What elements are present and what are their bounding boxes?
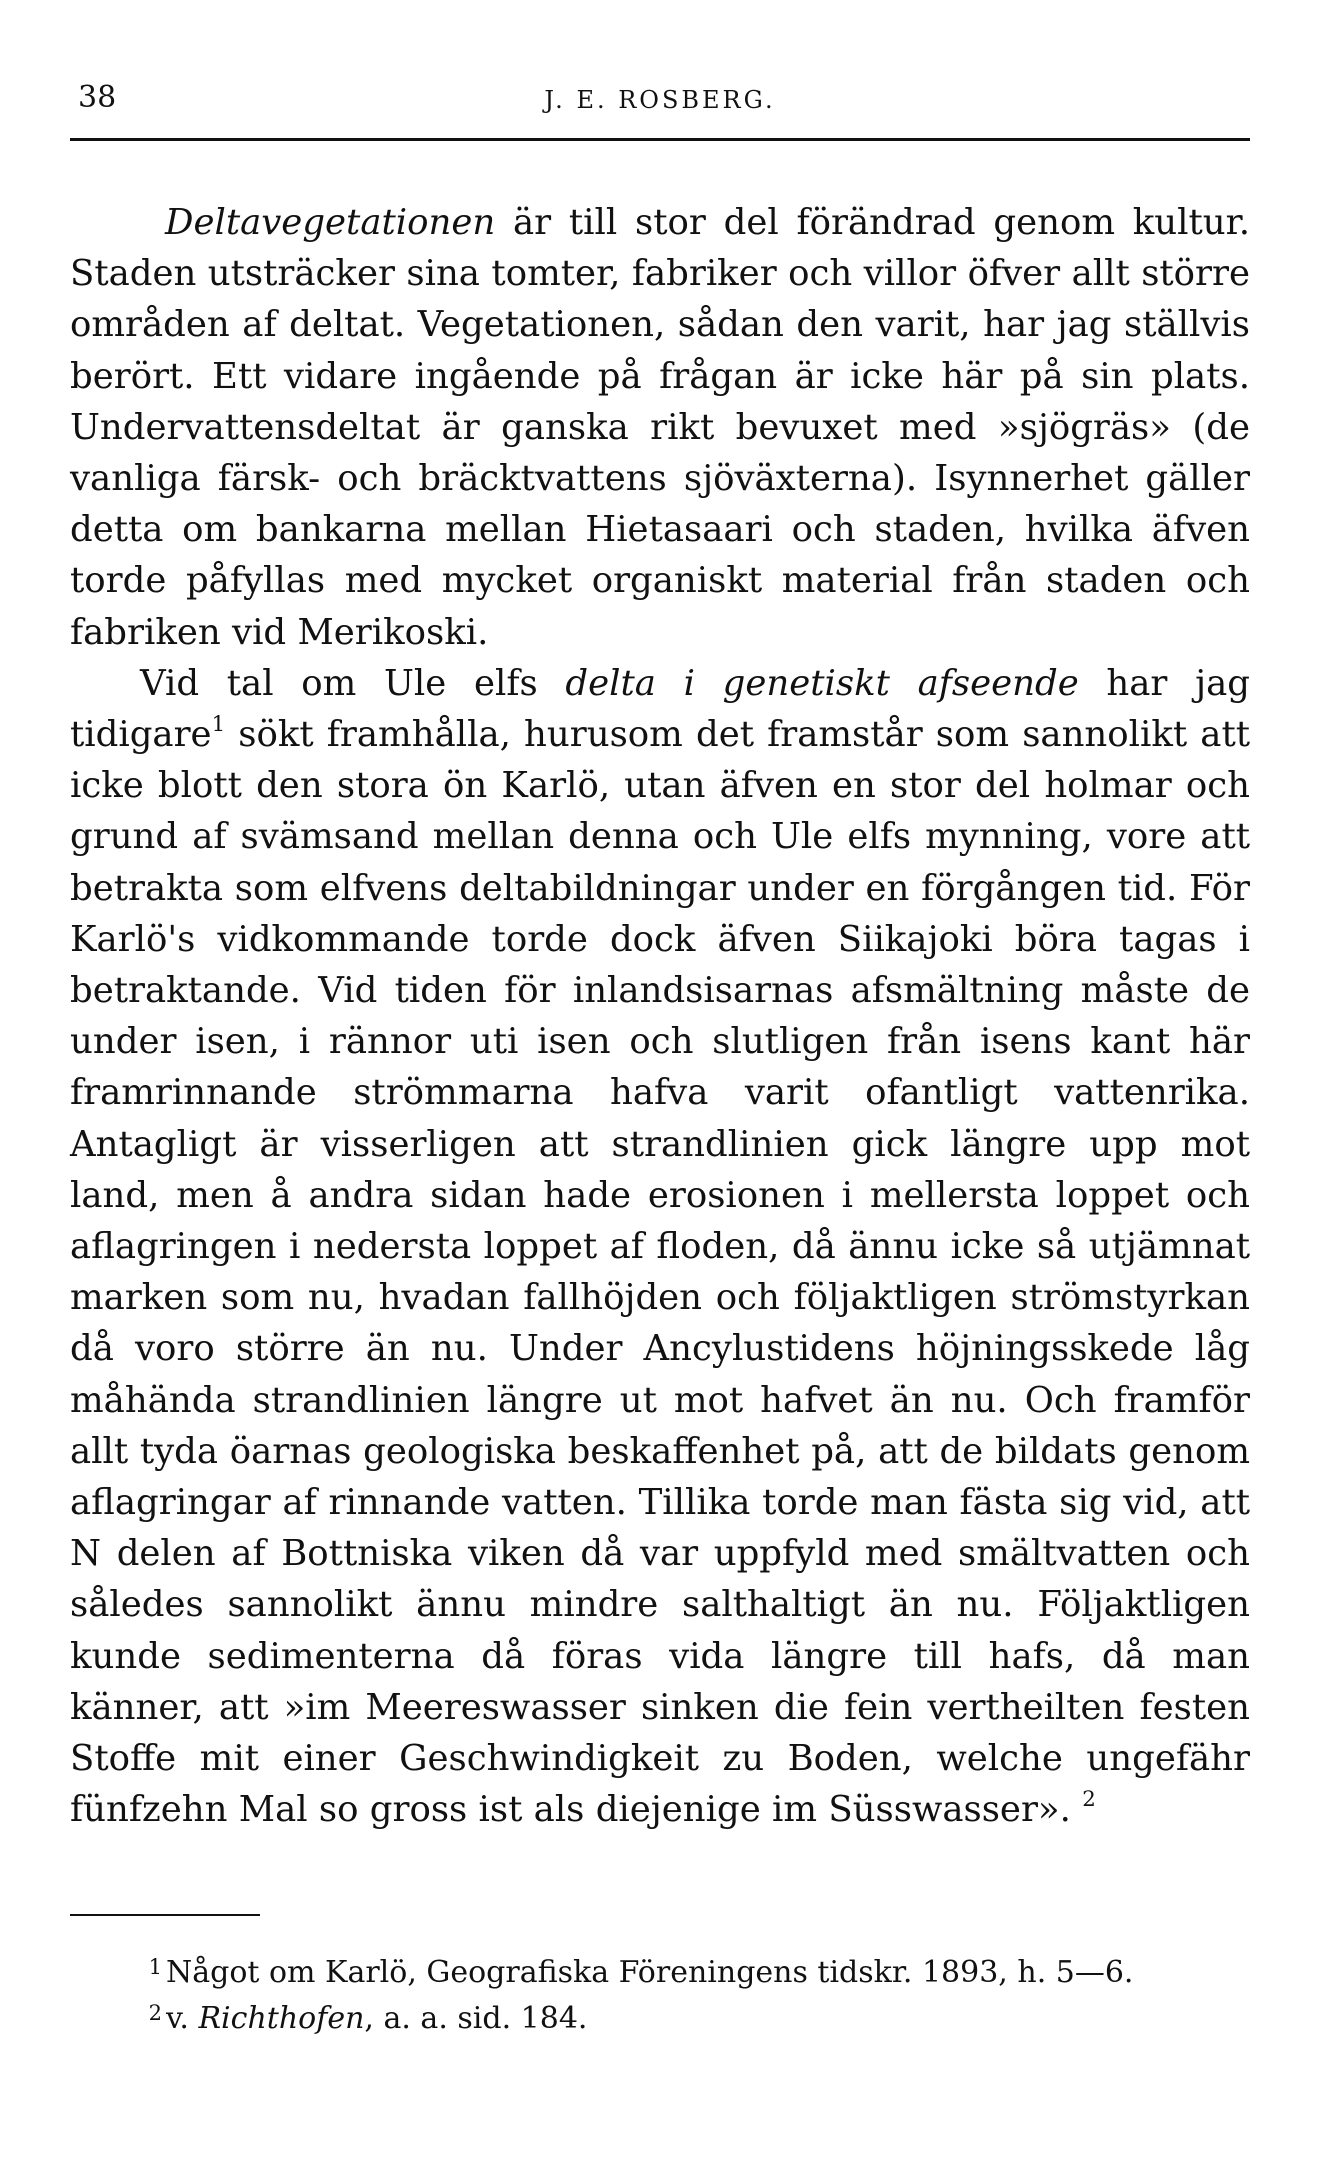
footnote-1-text: Något om Karlö, Geografiska Föreningens tidskr. 1893, h. 5—6. [166, 1954, 1134, 1990]
footnote-2 [70, 1996, 1250, 2042]
header-rule [70, 138, 1250, 141]
footnote-2-italic: Richthofen [198, 2000, 365, 2036]
footnotes [70, 1950, 1250, 2042]
paragraph-2-text: sökt framhålla, hurusom det framstår som sannolikt att icke blott den stora ön Karlö, utan äfven en stor del holmar och grund af svämsand mellan denna och Ule elfs mynning, vore att betrakta som elfvens deltabildningar under en förgången tid. För Karlö's vidkommande torde dock äfven Siikajoki böra tagas i betraktande. Vid tiden för inlandsisarnas afsmältning måste de under isen, i rännor uti isen och slutligen från isens kant här framrinnande strömmarna hafva varit ofantligt vattenrika. Antagligt är visserligen att strandlinien gick längre upp mot land, men å andra sidan hade erosionen i mellersta loppet och aflagringen i nedersta loppet af floden, då ännu icke så utjämnat marken som nu, hvadan fallhöjden och följaktligen strömstyrkan då voro större än nu. Under Ancylustidens höjningsskede låg måhända strandlinien längre ut mot hafvet än nu. Och framför allt tyda öarnas geologiska beskaffenhet på, att de bildats genom aflagringar af rinnande vatten. Tillika torde man fästa sig vid, att N delen af Bottniska viken då var uppfyld med smältvatten och således sannolikt ännu mindre salthaltigt än nu. Följaktligen kunde sedimenterna då föras vida längre till hafs, då man känner, att »im Meereswasser sinken die fein vertheilten festen Stoffe mit einer Geschwindigkeit zu Boden, welche ungefähr fünfzehn Mal so gross ist als diejenige im Süsswasser». [70, 714, 1250, 1831]
running-head: J. E. ROSBERG. [544, 86, 776, 114]
paragraph-1-lead: Deltavegetationen [165, 202, 496, 243]
paragraph-1-text: är till stor del förändrad genom kultur. Staden utsträcker sina tomter, fabriker och villor öfver allt större områden af deltat. Vegetationen, sådan den varit, har jag ställvis berört. Ett vidare ingående på frågan är icke här på sin plats. Undervattensdeltat är ganska rikt bevuxet med »sjögräs» (de vanliga färsk- och bräcktvattens sjöväxterna). Isynnerhet gäller detta om bankarna mellan Hietasaari och staden, hvilka äfven torde påfyllas med mycket organiskt material från staden och fabriken vid Merikoski. [70, 202, 1250, 653]
paragraph-2-after-italic: har jag tidigare [70, 662, 1250, 756]
footnote-ref-1: 1 [211, 712, 226, 738]
body-text [70, 197, 1250, 1836]
footnote-mark-1: 1 [148, 1954, 162, 1979]
paragraph-2 [70, 658, 1250, 1836]
page [70, 80, 1250, 2042]
footnote-rule [70, 1914, 260, 1916]
paragraph-1 [70, 197, 1250, 658]
paragraph-2-italic: delta i genetiskt afseende [565, 662, 1079, 704]
page-number: 38 [78, 80, 117, 115]
paragraph-2-intro: Vid tal om Ule elfs [140, 662, 566, 704]
footnote-1 [70, 1950, 1250, 1996]
footnote-ref-2: 2 [1082, 1787, 1096, 1813]
page-header [70, 80, 1250, 124]
footnote-2-text: , a. a. sid. 184. [364, 2000, 588, 2036]
footnote-2-prefix: v. [166, 2000, 199, 2036]
footnote-mark-2: 2 [148, 2000, 162, 2025]
